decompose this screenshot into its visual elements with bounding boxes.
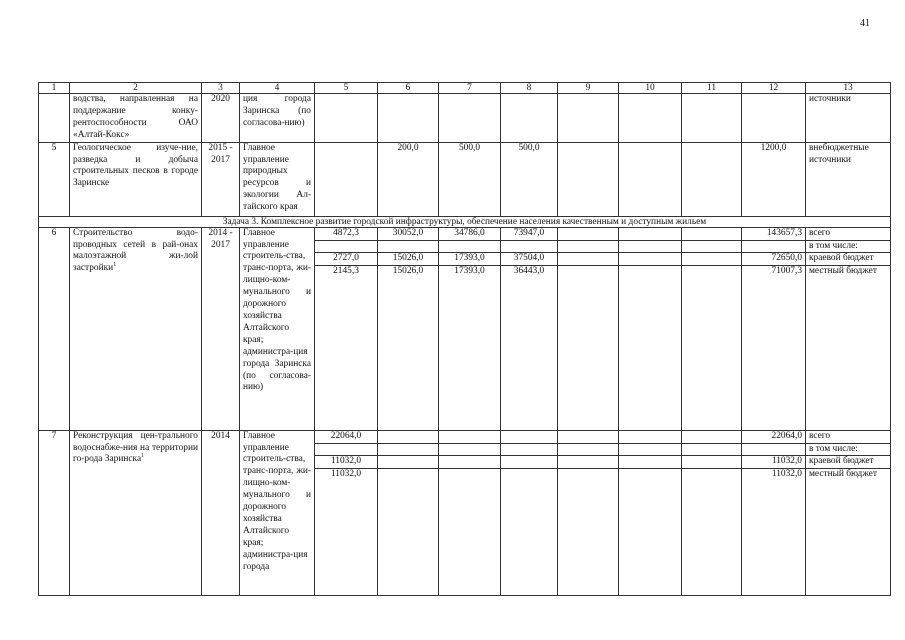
row-number-cell <box>39 94 70 143</box>
execution-years: 2015 - 2017 <box>202 142 240 216</box>
column-header: 4 <box>240 83 315 94</box>
column-header: 3 <box>202 83 240 94</box>
amount-cell: 73947,0 <box>501 227 558 240</box>
program-measures-table <box>38 82 891 596</box>
funding-source: краевой бюджет <box>806 456 891 469</box>
funding-source: всего <box>806 430 891 443</box>
column-header: 12 <box>742 83 806 94</box>
column-header: 1 <box>39 83 70 94</box>
funding-source: краевой бюджет <box>806 253 891 266</box>
row-number-cell: 5 <box>39 142 70 216</box>
footnote-mark: 1 <box>113 262 117 269</box>
column-header: 9 <box>558 83 619 94</box>
funding-source: в том числе: <box>806 443 891 456</box>
executor: Главное управление строитель-ства, транс-порта, жи-лищно-ком-мунального и дорожного хозяйства Алтайского края; администра-ция города Заринска (по согласова-нию) <box>240 227 315 430</box>
funding-source: в том числе: <box>806 240 891 253</box>
column-header: 11 <box>682 83 742 94</box>
funding-source: всего <box>806 227 891 240</box>
amount-cell: 37504,0 <box>501 253 558 266</box>
funding-source: местный бюджет <box>806 469 891 595</box>
execution-years: 2014 - 2017 <box>202 227 240 430</box>
amount-cell: 17393,0 <box>439 253 501 266</box>
task-heading: Задача 3. Комплексное развитие городской инфраструктуры, обеспечение населения качественным и доступным жильем <box>39 216 891 227</box>
column-header: 13 <box>806 83 891 94</box>
footnote-mark: 1 <box>141 453 145 460</box>
amount-cell: 11032,0 <box>315 456 378 469</box>
table-row <box>39 227 891 240</box>
amount-cell: 15026,0 <box>378 266 439 430</box>
column-number-row <box>39 83 891 94</box>
column-header: 10 <box>619 83 682 94</box>
column-header: 2 <box>70 83 202 94</box>
amount-cell: 200,0 <box>378 142 439 216</box>
amount-cell: 17393,0 <box>439 266 501 430</box>
amount-cell: 34786,0 <box>439 227 501 240</box>
amount-total-cell: 11032,0 <box>742 456 806 469</box>
measure-description: Геологическое изуче-ние, разведка и добыча строительных песков в городе Заринске <box>70 142 202 216</box>
amount-total-cell: 72650,0 <box>742 253 806 266</box>
amount-total-cell: 22064,0 <box>742 430 806 443</box>
amount-cell: 15026,0 <box>378 253 439 266</box>
amount-cell: 11032,0 <box>315 469 378 595</box>
measure-description: Реконструкция цен-трального водоснабже-ния на территории го-рода Заринска$^1$ <box>70 430 202 595</box>
amount-total-cell: 11032,0 <box>742 469 806 595</box>
row-number-cell: 7 <box>39 430 70 595</box>
execution-years: 2020 <box>202 94 240 143</box>
executor: ция города Заринска (по согласова-нию) <box>240 94 315 143</box>
measure-description: Строительство водо-проводных сетей в рай-онах малоэтажной жи-лой застройки$^1$ <box>70 227 202 430</box>
amount-cell: 36443,0 <box>501 266 558 430</box>
table-row <box>39 430 891 443</box>
executor: Главное управление строитель-ства, транс-порта, жи-лищно-ком-мунального и дорожного хозяйства Алтайского края; администра-ция города <box>240 430 315 595</box>
funding-source: внебюджетные источники <box>806 142 891 216</box>
amount-cell: 30052,0 <box>378 227 439 240</box>
funding-source: источники <box>806 94 891 143</box>
execution-years: 2014 <box>202 430 240 595</box>
column-header: 8 <box>501 83 558 94</box>
amount-cell: 500,0 <box>501 142 558 216</box>
table-row <box>39 142 891 216</box>
column-header: 5 <box>315 83 378 94</box>
amount-cell: 4872,3 <box>315 227 378 240</box>
executor: Главное управление природных ресурсов и экологии Ал-тайского края <box>240 142 315 216</box>
amount-cell: 22064,0 <box>315 430 378 443</box>
table-row <box>39 94 891 143</box>
task-heading-row <box>39 216 891 227</box>
measure-description: водства, направленная на поддержание конку-рентоспособности ОАО «Алтай-Кокс» <box>70 94 202 143</box>
amount-cell: 500,0 <box>439 142 501 216</box>
column-header: 7 <box>439 83 501 94</box>
page-number: 41 <box>860 18 870 29</box>
amount-total-cell: 71007,3 <box>742 266 806 430</box>
column-header: 6 <box>378 83 439 94</box>
amount-total-cell: 1200,0 <box>742 142 806 216</box>
amount-cell: 2145,3 <box>315 266 378 430</box>
amount-cell: 2727,0 <box>315 253 378 266</box>
funding-source: местный бюджет <box>806 266 891 430</box>
amount-total-cell: 143657,3 <box>742 227 806 240</box>
row-number-cell: 6 <box>39 227 70 430</box>
